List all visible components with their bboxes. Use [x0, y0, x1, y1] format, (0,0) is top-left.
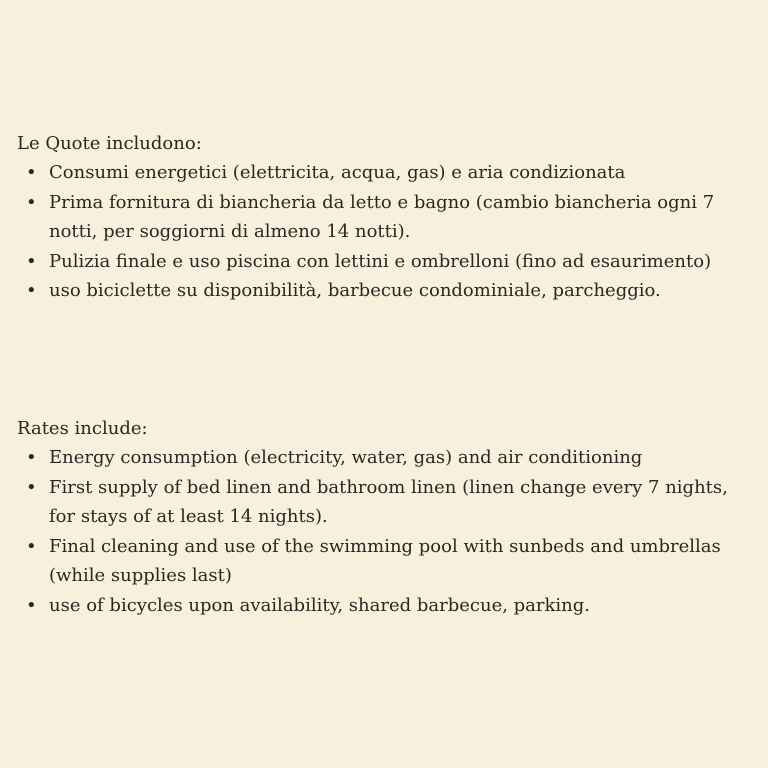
bullet-icon: • — [26, 162, 37, 183]
list-item-text: Pulizia finale e uso piscina con lettini e ombrelloni (fino ad esaurimento) — [49, 250, 712, 272]
italian-rates-section — [17, 129, 747, 306]
list-item — [17, 276, 747, 306]
list-item-text: First supply of bed linen and bathroom linen (linen change every 7 nights, for stays of at least 14 nights). — [49, 476, 728, 527]
english-heading: Rates include: — [17, 418, 148, 439]
list-item — [17, 443, 747, 473]
list-item — [17, 473, 747, 532]
bullet-icon: • — [26, 250, 37, 272]
list-item-text: Prima fornitura di biancheria da letto e bagno (cambio biancheria ogni 7 notti, per soggiorni di almeno 14 notti). — [49, 191, 715, 242]
list-item-text: Final cleaning and use of the swimming pool with sunbeds and umbrellas (while supplies last) — [49, 535, 721, 586]
list-item — [17, 158, 747, 188]
list-item — [17, 591, 747, 621]
list-item-text: Consumi energetici (elettricita, acqua, gas) e aria condizionata — [49, 162, 626, 183]
bullet-icon: • — [26, 447, 37, 468]
bullet-icon: • — [26, 191, 37, 213]
list-item-text: use of bicycles upon availability, shared barbecue, parking. — [49, 594, 591, 616]
italian-heading: Le Quote includono: — [17, 133, 202, 154]
bullet-icon: • — [26, 535, 37, 557]
english-rates-list — [17, 443, 747, 620]
bullet-icon: • — [26, 594, 37, 616]
english-rates-section — [17, 414, 747, 620]
bullet-icon: • — [26, 280, 37, 301]
list-item — [17, 188, 747, 247]
list-item — [17, 532, 747, 591]
list-item — [17, 247, 747, 277]
italian-rates-list — [17, 158, 747, 306]
list-item-text: Energy consumption (electricity, water, gas) and air conditioning — [49, 447, 643, 468]
bullet-icon: • — [26, 476, 37, 498]
list-item-text: uso biciclette su disponibilità, barbecue condominiale, parcheggio. — [49, 280, 661, 301]
